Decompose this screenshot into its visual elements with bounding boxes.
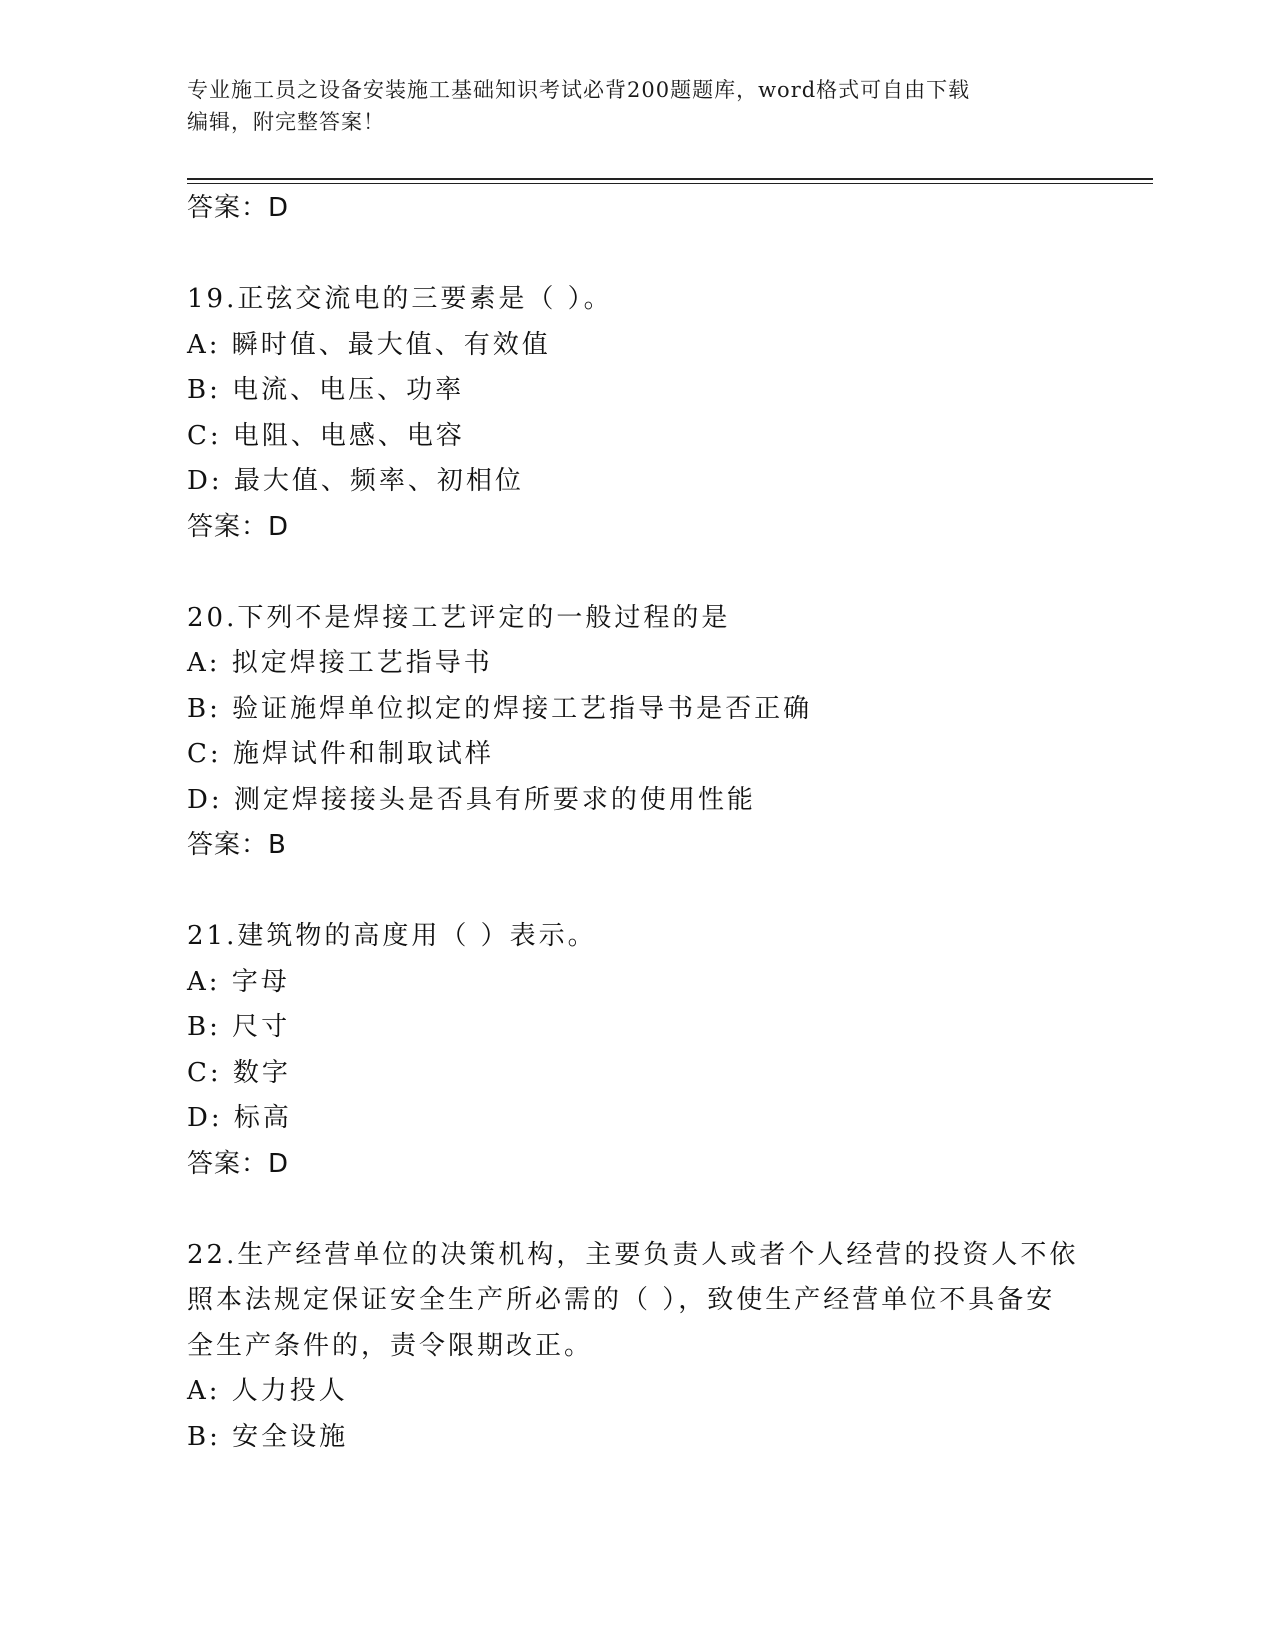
option-d: D: 标高 — [187, 1103, 292, 1133]
answer-line: 答案：D — [187, 511, 290, 542]
spacer — [187, 550, 1087, 596]
option-d: D: 测定焊接接头是否具有所要求的使用性能 — [187, 784, 756, 815]
spacer — [187, 869, 1087, 915]
question-block-19 — [187, 277, 1087, 550]
answer-line: 答案：D — [187, 193, 290, 223]
option-a: A: 字母 — [187, 966, 290, 997]
question-list — [187, 186, 1087, 1460]
document-header — [187, 74, 1067, 138]
header-line-2: 编辑，附完整答案！ — [187, 110, 385, 134]
option-d: D: 最大值、频率、初相位 — [187, 466, 524, 496]
option-c: C: 数字 — [187, 1057, 291, 1088]
header-divider — [187, 178, 1153, 184]
option-a: A: 人力投人 — [187, 1376, 348, 1406]
answer-line: 答案：B — [187, 830, 287, 860]
question-stem: 21.建筑物的高度用（ ）表示。 — [187, 921, 597, 951]
question-stem-line-3: 全生产条件的，责令限期改正。 — [187, 1330, 594, 1361]
question-block-22 — [187, 1233, 1087, 1461]
question-stem: 19.正弦交流电的三要素是（ ）。 — [187, 284, 613, 314]
option-b: B: 尺寸 — [187, 1012, 291, 1042]
question-stem-line-1: 22.生产经营单位的决策机构，主要负责人或者个人经营的投资人不依 — [187, 1239, 1079, 1270]
spacer — [187, 232, 1087, 278]
option-c: C: 施焊试件和制取试样 — [187, 739, 494, 769]
answer-line: 答案：D — [187, 1148, 290, 1179]
header-line-1: 专业施工员之设备安装施工基础知识考试必背200题题库，word格式可自由下载 — [187, 78, 971, 102]
spacer — [187, 1187, 1087, 1233]
question-block-20 — [187, 596, 1087, 869]
question-stem-line-2: 照本法规定保证安全生产所必需的（ ），致使生产经营单位不具备安 — [187, 1285, 1056, 1315]
question-stem: 20.下列不是焊接工艺评定的一般过程的是 — [187, 602, 731, 633]
option-a: A: 拟定焊接工艺指导书 — [187, 648, 493, 678]
option-c: C: 电阻、电感、电容 — [187, 420, 465, 451]
question-block-21 — [187, 914, 1087, 1187]
option-b: B: 验证施焊单位拟定的焊接工艺指导书是否正确 — [187, 693, 813, 724]
option-b: B: 安全设施 — [187, 1421, 349, 1452]
option-b: B: 电流、电压、功率 — [187, 375, 465, 405]
option-a: A: 瞬时值、最大值、有效值 — [187, 329, 551, 360]
